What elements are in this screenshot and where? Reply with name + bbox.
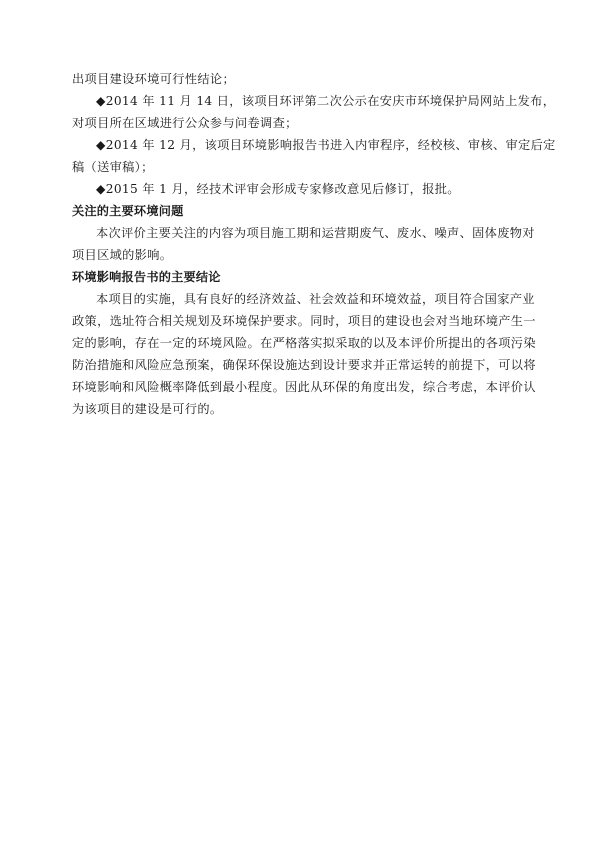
- bullet-text-rest: 稿（送审稿）；: [72, 160, 154, 174]
- section-heading-environment-issues: 关注的主要环境问题: [72, 204, 184, 218]
- section-heading-main-conclusions: 环境影响报告书的主要结论: [72, 270, 221, 284]
- section-body-main-conclusions: [72, 288, 536, 420]
- bullet-text-first: ◆2014 年 12 月，该项目环境影响报告书进入内审程序，经校核、审核、审定后定: [96, 138, 556, 152]
- paragraph-line: 项目区域的影响。: [72, 248, 173, 262]
- paragraph-line: 本项目的实施，具有良好的经济效益、社会效益和环境效益，项目符合国家产业: [96, 292, 535, 306]
- bullet-item-2: [72, 134, 556, 178]
- paragraph-line: 定的影响，存在一定的环境风险。在严格落实拟采取的以及本评价所提出的各项污染: [72, 336, 536, 350]
- bullet-item-3: [72, 178, 532, 200]
- bullet-text-first: ◆2015 年 1 月，经技术评审会形成专家修改意见后修订，报批。: [96, 182, 460, 196]
- bullet-text-rest: 对项目所在区域进行公众参与问卷调查；: [72, 116, 298, 130]
- continuation-line: 出项目建设环境可行性结论；: [72, 72, 235, 86]
- bullet-text-first: ◆2014 年 11 月 14 日，该项目环评第二次公示在安庆市环境保护局网站上发布，: [96, 94, 556, 108]
- paragraph-line: 本次评价主要关注的内容为项目施工期和运营期废气、废水、噪声、固体废物对: [96, 226, 535, 240]
- paragraph-line: 为该项目的建设是可行的。: [72, 402, 223, 416]
- section-body-environment-issues: [72, 222, 535, 266]
- paragraph-line: 政策，选址符合相关规划及环境保护要求。同时，项目的建设也会对当地环境产生一: [72, 314, 536, 328]
- bullet-item-1: [72, 90, 556, 134]
- document-page: [72, 68, 556, 420]
- paragraph-line: 环境影响和风险概率降低到最小程度。因此从环保的角度出发，综合考虑，本评价认: [72, 380, 536, 394]
- paragraph-line: 防治措施和风险应急预案，确保环保设施达到设计要求并正常运转的前提下，可以将: [72, 358, 536, 372]
